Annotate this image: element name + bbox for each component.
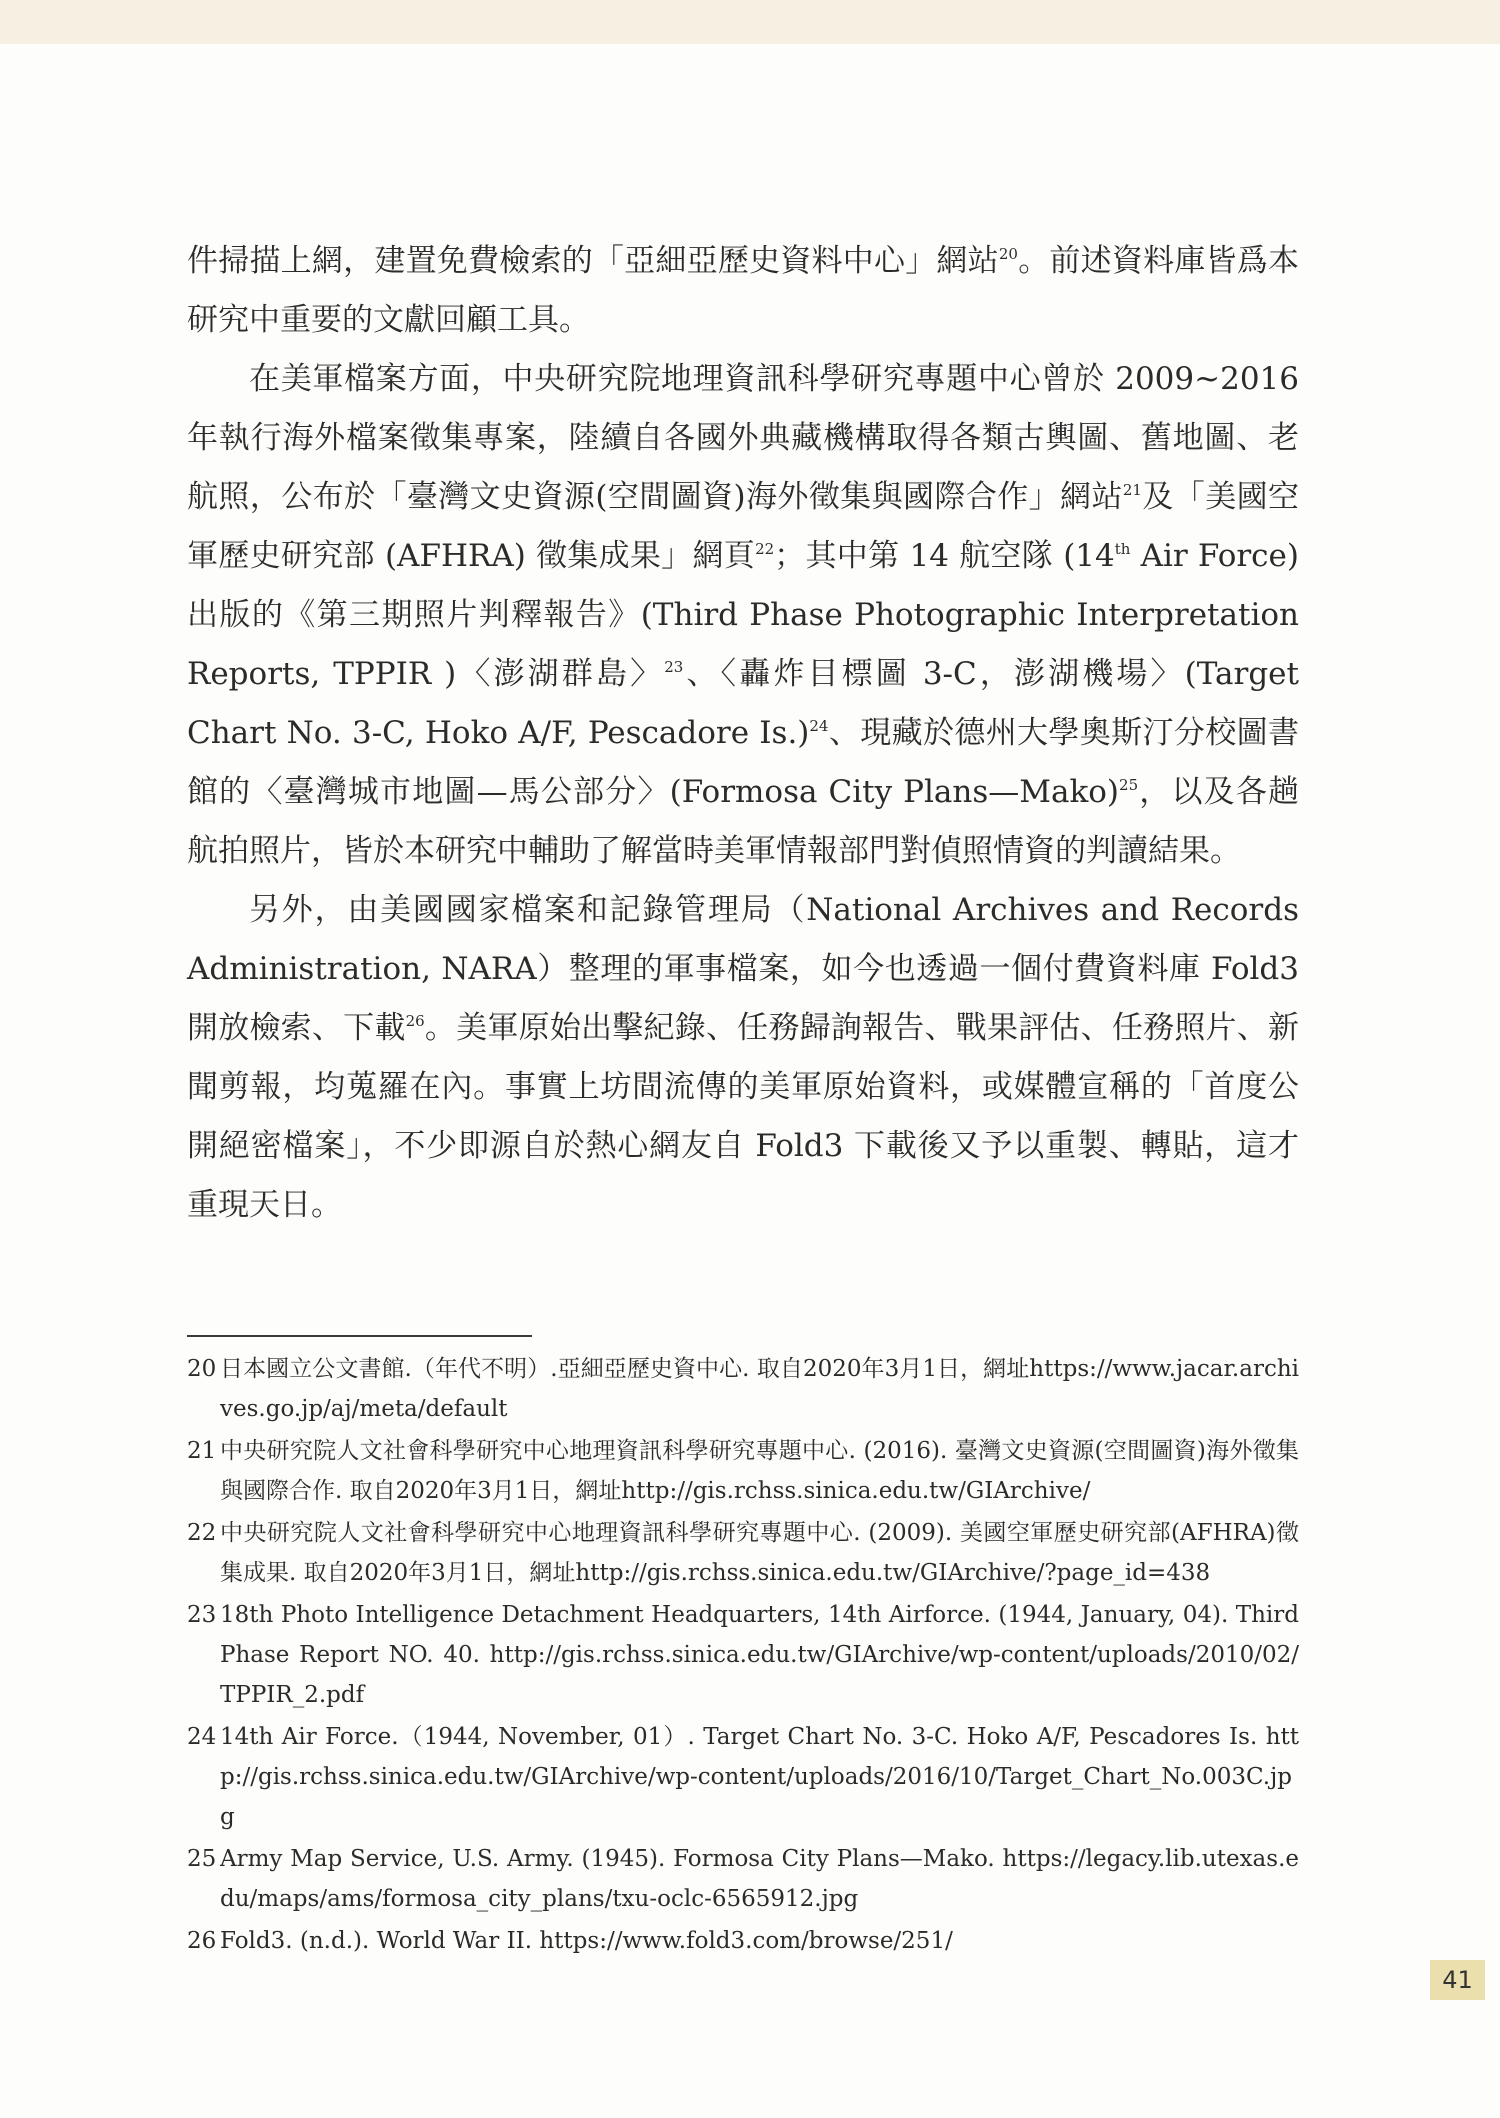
footnote-item xyxy=(187,1513,1299,1593)
footnote-text: 日本國立公文書館.（年代不明）.亞細亞歷史資中心. 取自2020年3月1日，網址https://www.jacar.archives.go.jp/aj/meta/default xyxy=(220,1356,1299,1422)
paragraph-text: 件掃描上網，建置免費檢索的「亞細亞歷史資料中心」網站 xyxy=(187,243,999,279)
footnote-number: 21 xyxy=(187,1438,217,1464)
footnote-ref: 23 xyxy=(664,658,684,676)
body-text xyxy=(187,232,1299,1235)
paragraph-text: Air Force) 出版的《第三期照片判釋報告》(Third Phase Photographic Interpretation Reports, TPPIR )〈澎湖群島〉 xyxy=(187,538,1299,692)
paragraph-text: 。美軍原始出擊紀錄、任務歸詢報告、戰果評估、任務照片、新聞剪報，均蒐羅在內。事實上坊間流傳的美軍原始資料，或媒體宣稱的「首度公開絕密檔案」，不少即源自於熱心網友自 Fold3 下載後又予以重製、轉貼，這才重現天日。 xyxy=(187,1010,1300,1223)
footnote-ref: 21 xyxy=(1122,481,1142,499)
footnote-ref: th xyxy=(1114,540,1131,558)
footnote-number: 23 xyxy=(187,1602,217,1628)
body-paragraph xyxy=(187,232,1299,350)
paragraph-text: 及「美國空軍歷史研究部 (AFHRA) 徵集成果」網頁 xyxy=(187,479,1300,574)
footnote-ref: 25 xyxy=(1119,776,1139,794)
paragraph-text: ，以及各趟航拍照片，皆於本研究中輔助了解當時美軍情報部門對偵照情資的判讀結果。 xyxy=(187,774,1300,869)
footnote-item xyxy=(187,1921,1299,1961)
page-number: 41 xyxy=(1430,1960,1485,2000)
footnote-ref: 22 xyxy=(755,540,775,558)
footnote-text: 中央研究院人文社會科學研究中心地理資訊科學研究專題中心. (2016). 臺灣文史資源(空間圖資)海外徵集與國際合作. 取自2020年3月1日，網址http://gis.rchss.sinica.edu.tw/GIArchive/ xyxy=(220,1438,1299,1504)
footnote-item xyxy=(187,1431,1299,1511)
footnote-text: 14th Air Force.（1944, November, 01）. Target Chart No. 3-C. Hoko A/F, Pescadores Is. http://gis.rchss.sinica.edu.tw/GIArchive/wp-content/uploads/2016/10/Target_Chart_No.003C.jpg xyxy=(220,1724,1299,1830)
footnote-ref: 24 xyxy=(809,717,829,735)
footnote-number: 25 xyxy=(187,1846,217,1872)
top-band xyxy=(0,0,1500,44)
paragraph-text: 在美軍檔案方面，中央研究院地理資訊科學研究專題中心曾於 2009~2016 年執行海外檔案徵集專案，陸續自各國外典藏機構取得各類古輿圖、舊地圖、老航照，公布於「臺灣文史資源(空間圖資)海外徵集與國際合作」網站 xyxy=(187,361,1299,515)
footnote-separator xyxy=(187,1335,532,1337)
footnote-text: 18th Photo Intelligence Detachment Headquarters, 14th Airforce. (1944, January, 04). Third Phase Report NO. 40. http://gis.rchss.sinica.edu.tw/GIArchive/wp-content/uploads/2010/02/TPPIR_2.pdf xyxy=(220,1602,1299,1708)
footnote-ref: 20 xyxy=(998,245,1018,263)
footnote-text: Fold3. (n.d.). World War II. https://www.fold3.com/browse/251/ xyxy=(220,1928,953,1954)
footnote-item xyxy=(187,1349,1299,1429)
footnote-ref: 26 xyxy=(405,1012,425,1030)
footnote-text: Army Map Service, U.S. Army. (1945). Formosa City Plans—Mako. https://legacy.lib.utexas.edu/maps/ams/formosa_city_plans/txu-oclc-6565912.jpg xyxy=(220,1846,1299,1912)
footnote-item xyxy=(187,1595,1299,1715)
footnotes xyxy=(187,1349,1299,1963)
footnote-text: 中央研究院人文社會科學研究中心地理資訊科學研究專題中心. (2009). 美國空軍歷史研究部(AFHRA)徵集成果. 取自2020年3月1日，網址http://gis.rchss.sinica.edu.tw/GIArchive/?page_id=438 xyxy=(220,1520,1299,1586)
footnote-number: 24 xyxy=(187,1724,217,1750)
paragraph-text: 、現藏於德州大學奧斯汀分校圖書館的〈臺灣城市地圖—馬公部分〉(Formosa City Plans—Mako) xyxy=(187,715,1299,810)
paragraph-text: 、〈轟炸目標圖 3-C，澎湖機場〉(Target Chart No. 3-C, Hoko A/F, Pescadore Is.) xyxy=(187,656,1299,751)
paragraph-text: ；其中第 14 航空隊 (14 xyxy=(774,538,1115,574)
footnote-number: 22 xyxy=(187,1520,217,1546)
footnote-item xyxy=(187,1839,1299,1919)
footnote-number: 26 xyxy=(187,1928,217,1954)
body-paragraph xyxy=(187,350,1299,881)
paragraph-text: 另外，由美國國家檔案和記錄管理局（National Archives and Records Administration, NARA）整理的軍事檔案，如今也透過一個付費資料庫 Fold3 開放檢索、下載 xyxy=(187,892,1299,1046)
paragraph-text: 。前述資料庫皆爲本研究中重要的文獻回顧工具。 xyxy=(187,243,1300,338)
footnote-number: 20 xyxy=(187,1356,217,1382)
body-paragraph xyxy=(187,881,1299,1235)
footnote-item xyxy=(187,1717,1299,1837)
